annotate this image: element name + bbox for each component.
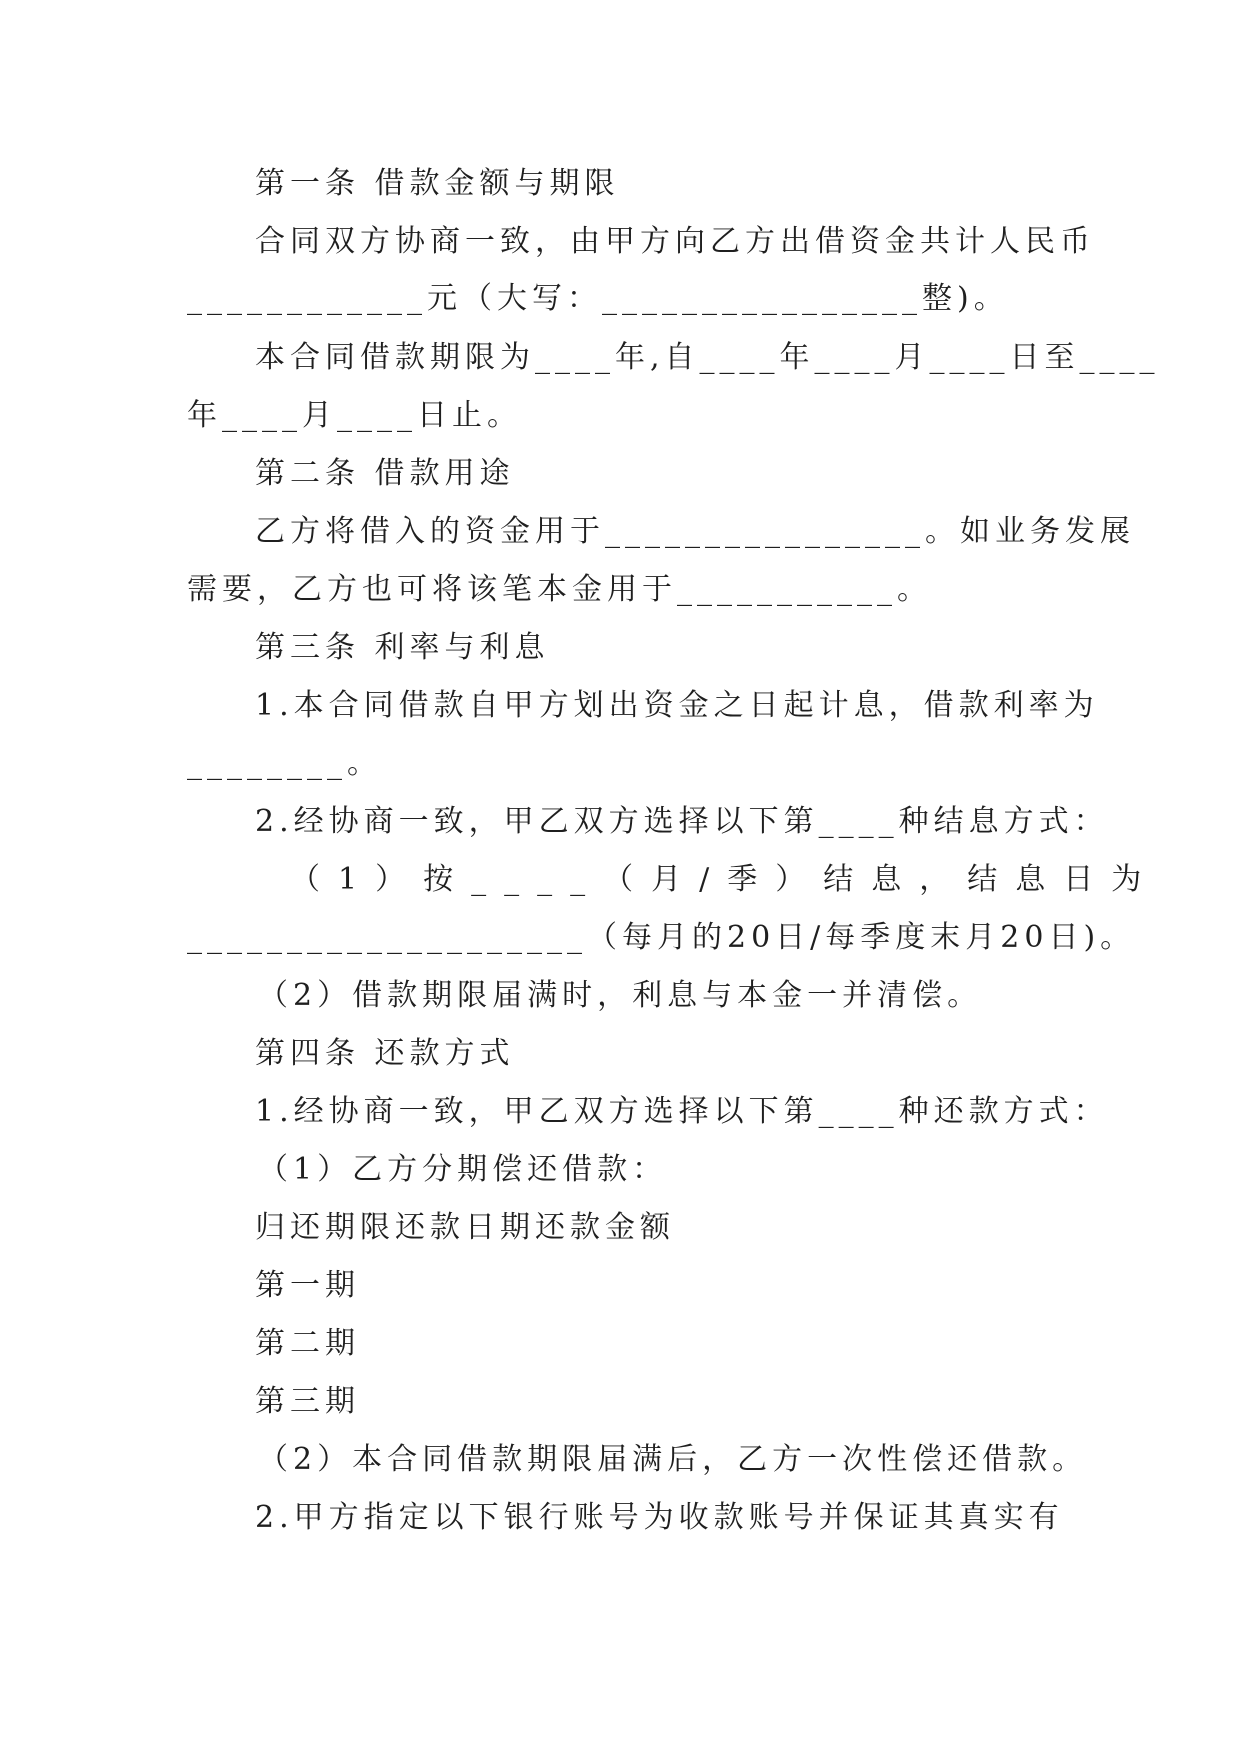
paragraph-line: （2）借款期限届满时，利息与本金一并清偿。 bbox=[258, 978, 983, 1013]
paragraph-line: 合同双方协商一致，由甲方向乙方出借资金共计人民币 bbox=[255, 224, 1095, 259]
article-3-heading: 第三条 利率与利息 bbox=[255, 630, 550, 665]
installment-line: 第三期 bbox=[255, 1384, 360, 1419]
paragraph-line: 需要，乙方也可将该笔本金用于___________。 bbox=[187, 572, 932, 607]
paragraph-line: ____________元（大写：________________整)。 bbox=[187, 281, 1009, 316]
paragraph-line: ________。 bbox=[187, 746, 382, 781]
paragraph-line: 2.甲方指定以下银行账号为收款账号并保证其真实有 bbox=[255, 1500, 1064, 1535]
paragraph-line: 1.经协商一致，甲乙双方选择以下第____种还款方式： bbox=[255, 1094, 1109, 1129]
paragraph-line: 年____月____日止。 bbox=[187, 398, 522, 433]
article-2-heading: 第二条 借款用途 bbox=[255, 456, 515, 491]
paragraph-line: 1.本合同借款自甲方划出资金之日起计息，借款利率为 bbox=[255, 688, 1099, 723]
paragraph-line: 本合同借款期限为____年,自____年____月____日至____ bbox=[255, 340, 1160, 375]
paragraph-line: 乙方将借入的资金用于________________。如业务发展 bbox=[255, 514, 1135, 549]
paragraph-line: （2）本合同借款期限届满后，乙方一次性偿还借款。 bbox=[258, 1442, 1088, 1477]
installment-line: 第一期 bbox=[255, 1268, 360, 1303]
paragraph-line: （1）按____（月/季）结息，结息日为 bbox=[290, 862, 1160, 897]
installment-line: 第二期 bbox=[255, 1326, 360, 1361]
table-header-line: 归还期限还款日期还款金额 bbox=[255, 1210, 675, 1245]
paragraph-line: 2.经协商一致，甲乙双方选择以下第____种结息方式： bbox=[255, 804, 1109, 839]
article-4-heading: 第四条 还款方式 bbox=[255, 1036, 515, 1071]
paragraph-line: （1）乙方分期偿还借款： bbox=[258, 1152, 668, 1187]
article-1-heading: 第一条 借款金额与期限 bbox=[255, 166, 620, 201]
paragraph-line: ____________________（每月的20日/每季度末月20日)。 bbox=[187, 920, 1136, 955]
